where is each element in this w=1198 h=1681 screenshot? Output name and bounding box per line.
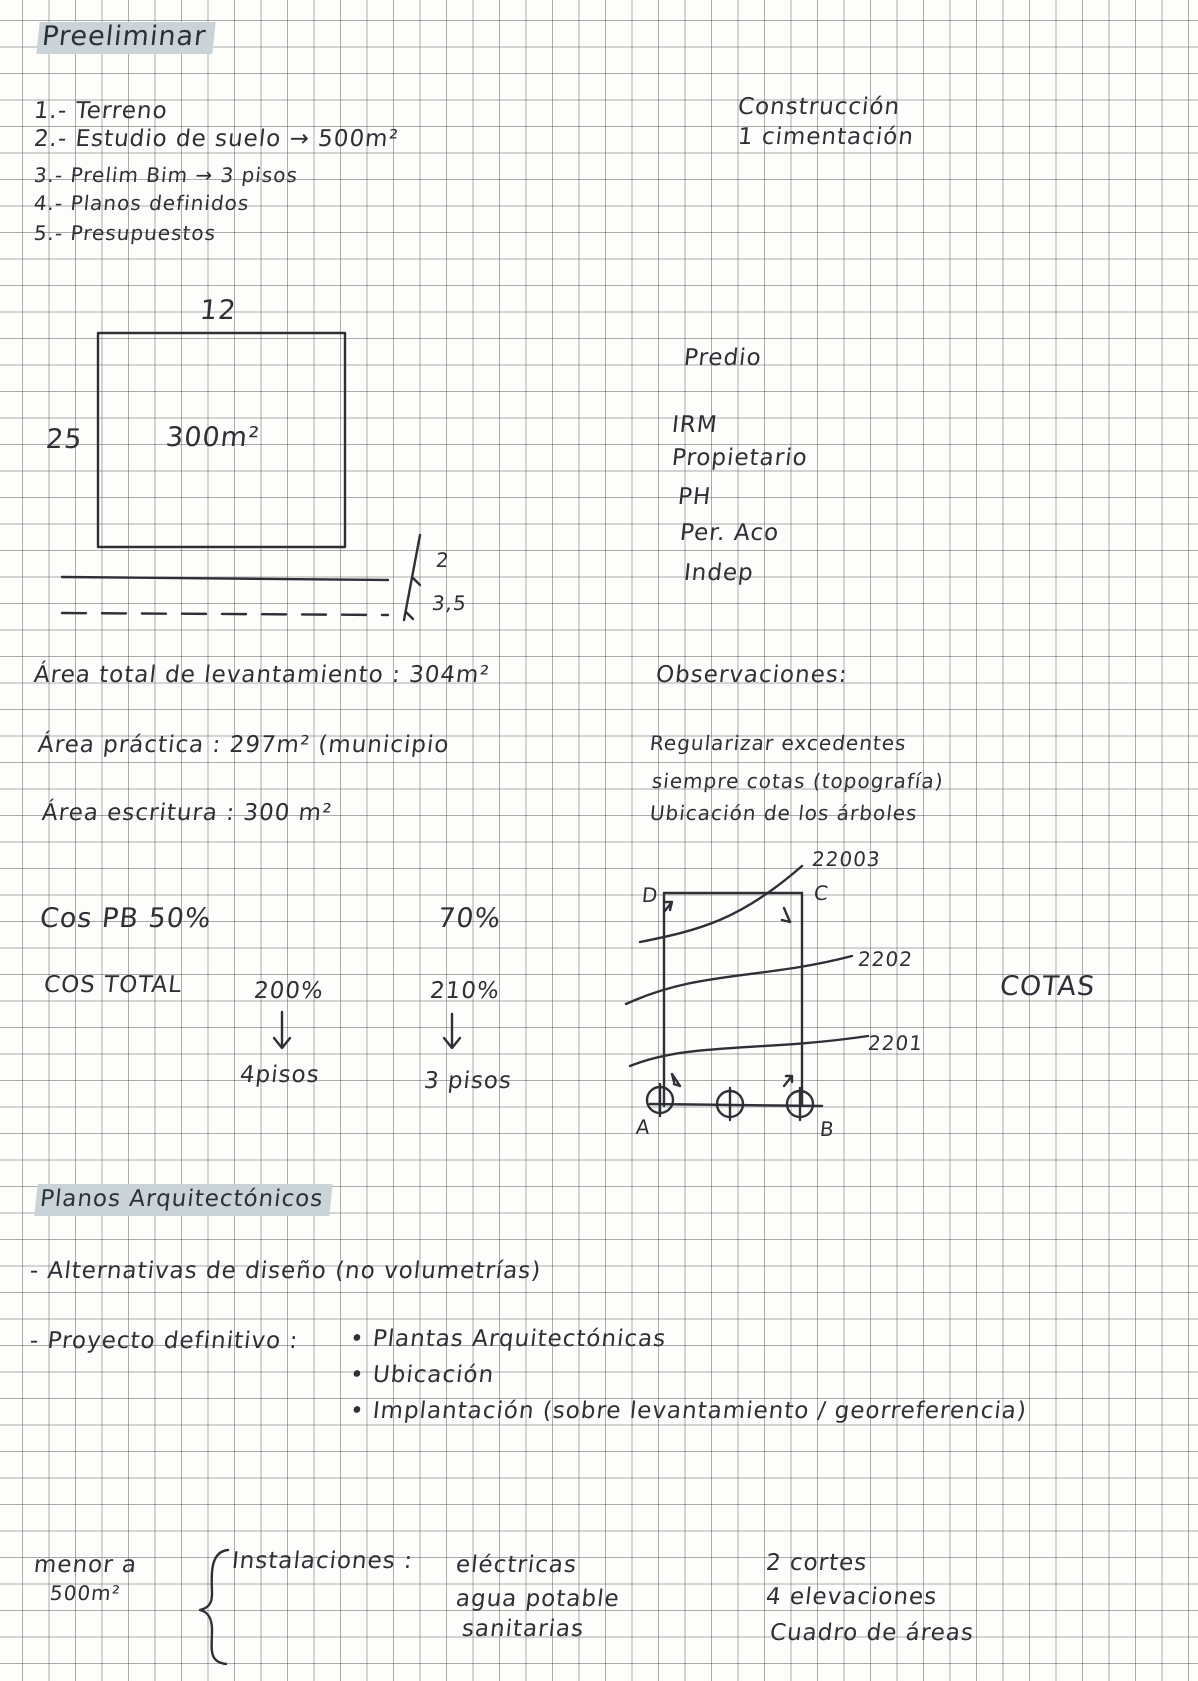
contour-label-2: 2202	[856, 947, 915, 971]
predio-item-indep: Indep	[682, 560, 756, 586]
planos-item-2: • Ubicación	[348, 1362, 496, 1388]
contour-label-1: 22003	[810, 847, 882, 871]
predio-item-per-aco: Per. Aco	[678, 520, 781, 546]
planos-proyecto: - Proyecto definitivo :	[28, 1328, 300, 1354]
observacion-3: Ubicación de los árboles	[648, 801, 919, 825]
predio-title: Predio	[682, 345, 764, 371]
step-2: 2.- Estudio de suelo → 500m²	[32, 126, 401, 152]
lot-height-label: 25	[44, 424, 85, 455]
step-1: 1.- Terreno	[32, 98, 170, 124]
contour-label-3: 2201	[866, 1031, 925, 1055]
area-escritura: Área escritura : 300 m²	[40, 800, 334, 826]
menor-sub: 500m²	[48, 1581, 122, 1605]
step-4: 4.- Planos definidos	[32, 191, 251, 215]
predio-item-propietario: Propietario	[670, 445, 810, 471]
corner-d: D	[640, 883, 660, 907]
instalaciones-label: Instalaciones :	[230, 1548, 415, 1574]
instalacion-agua: agua potable	[454, 1586, 621, 1612]
lot-width-label: 12	[198, 295, 239, 326]
extra-cuadro: Cuadro de áreas	[768, 1620, 976, 1646]
page-title: Preeliminar	[36, 22, 215, 54]
instalacion-electricas: eléctricas	[454, 1552, 579, 1578]
planos-title: Planos Arquitectónicos	[34, 1184, 333, 1216]
predio-item-ph: PH	[676, 484, 713, 510]
step-3: 3.- Prelim Bim → 3 pisos	[32, 163, 300, 187]
planos-item-1: • Plantas Arquitectónicas	[348, 1326, 668, 1352]
construccion-item: 1 cimentación	[736, 124, 916, 150]
pisos-a: 4pisos	[238, 1062, 322, 1088]
planos-item-3: • Implantación (sobre levantamiento / georreferencia)	[348, 1398, 1029, 1424]
dimension-label-1: 2	[434, 548, 451, 572]
area-total: Área total de levantamiento : 304m²	[32, 662, 492, 688]
dimension-label-2: 3,5	[430, 591, 469, 615]
cos-pb-alt: 70%	[436, 903, 503, 934]
construccion-title: Construcción	[736, 94, 902, 120]
planos-alternativas: - Alternativas de diseño (no volumetrías)	[28, 1258, 543, 1284]
area-practica: Área práctica : 297m² (municipio	[36, 732, 451, 758]
menor-label: menor a	[32, 1552, 139, 1578]
curly-brace-icon	[200, 1550, 228, 1664]
step-5: 5.- Presupuestos	[32, 221, 218, 245]
instalacion-sanitarias: sanitarias	[460, 1616, 586, 1642]
observacion-1: Regularizar excedentes	[648, 731, 908, 755]
cotas-title: COTAS	[998, 971, 1097, 1002]
extra-cortes: 2 cortes	[764, 1550, 869, 1576]
pisos-b: 3 pisos	[422, 1068, 514, 1094]
corner-c: C	[812, 881, 831, 905]
corner-b: B	[818, 1117, 836, 1141]
cos-total-alt: 210%	[428, 978, 502, 1004]
observaciones-title: Observaciones:	[654, 662, 849, 688]
predio-item-irm: IRM	[670, 412, 719, 438]
cos-pb-label: Cos PB 50%	[38, 903, 214, 934]
cos-total-value: 200%	[252, 978, 326, 1004]
cos-total-label: COS TOTAL	[42, 972, 184, 998]
extra-elevaciones: 4 elevaciones	[764, 1584, 939, 1610]
observacion-2: siempre cotas (topografía)	[650, 769, 945, 793]
corner-a: A	[634, 1115, 652, 1139]
lot-area-label: 300m²	[164, 422, 262, 453]
